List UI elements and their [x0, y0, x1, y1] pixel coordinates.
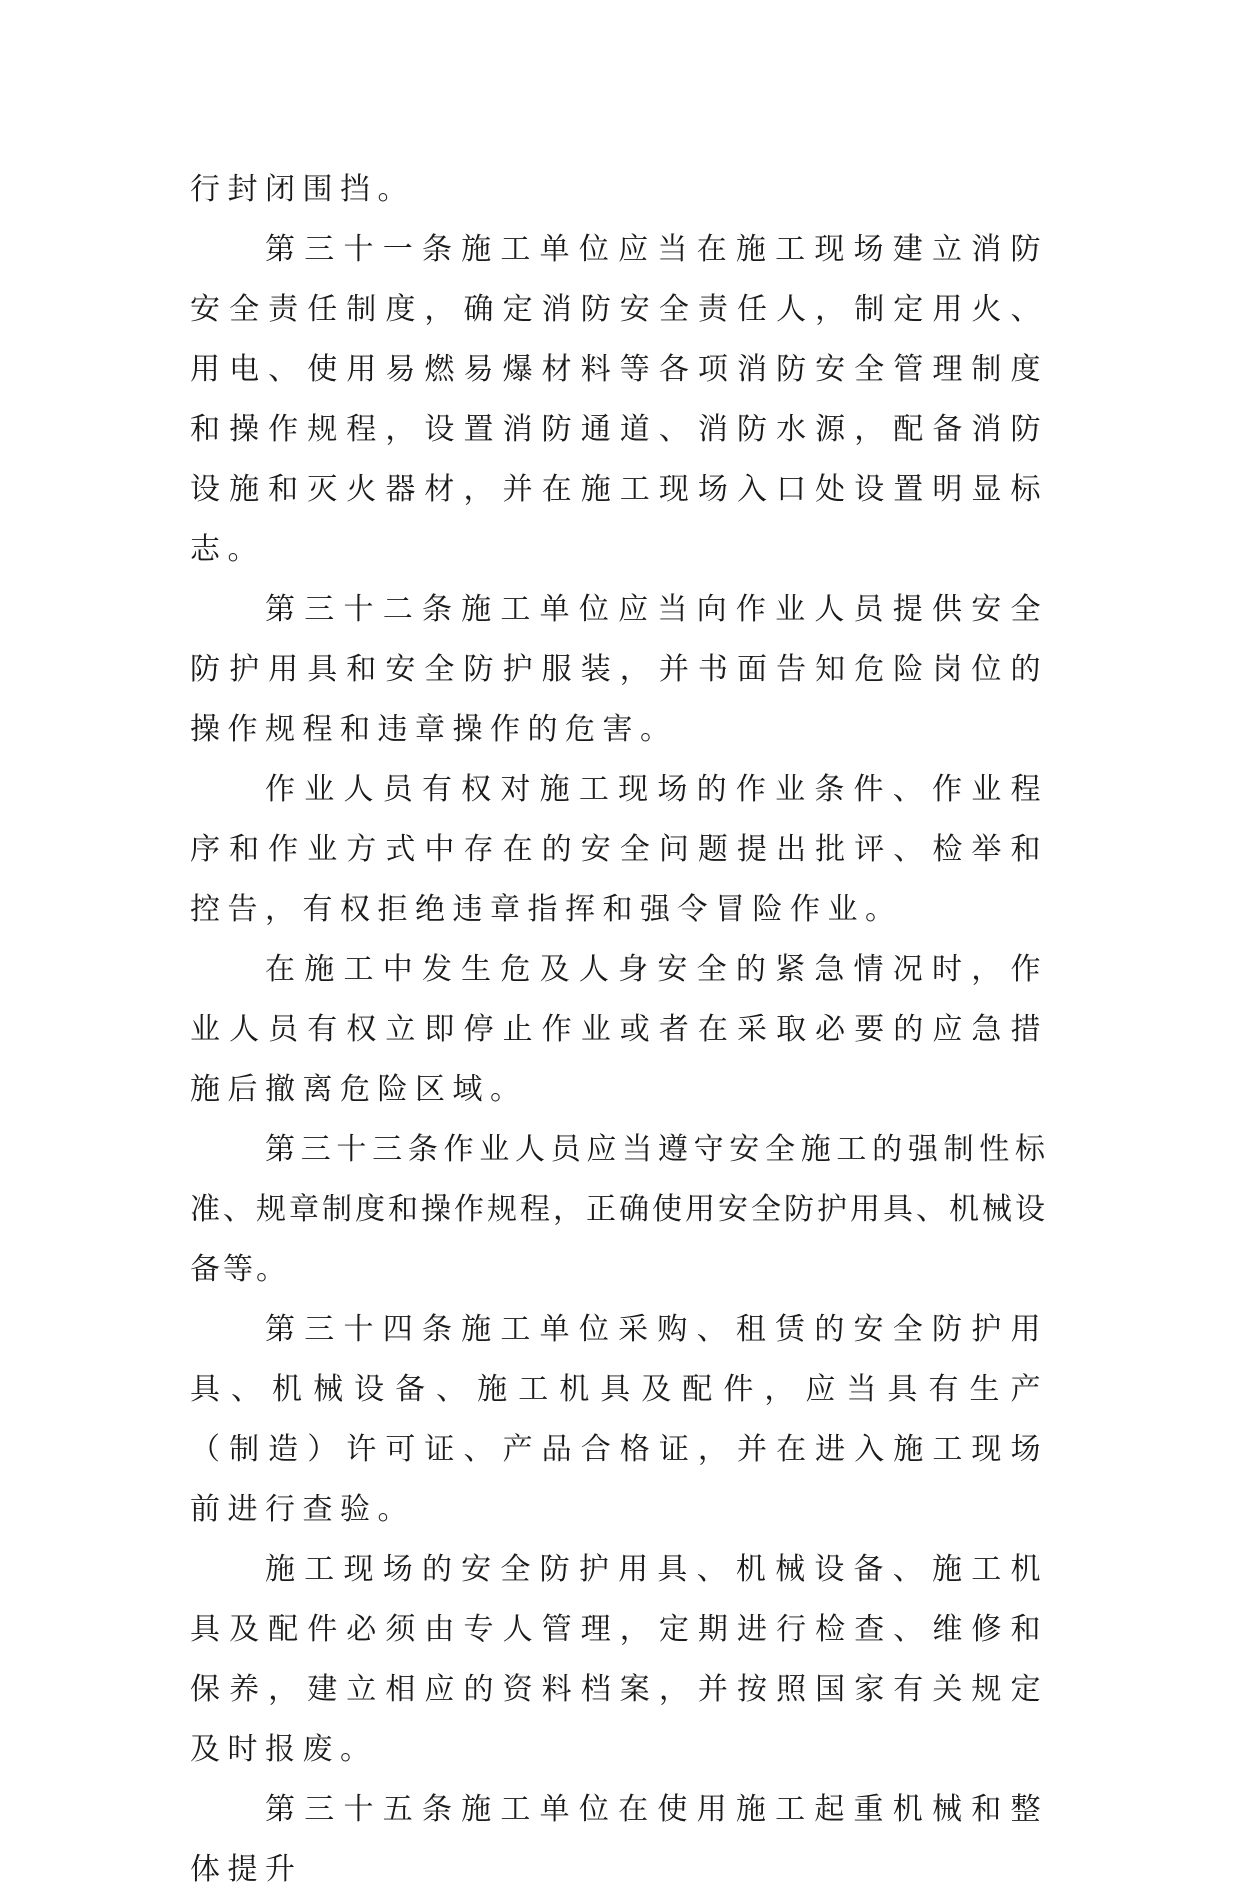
paragraph-article-34: 第三十四条施工单位采购、租赁的安全防护用具、机械设备、施工机具及配件，应当具有生产（制造）许可证、产品合格证，并在进入施工现场前进行查验。: [190, 1312, 1048, 1527]
paragraph-article-33: 第三十三条作业人员应当遵守安全施工的强制性标准、规章制度和操作规程，正确使用安全防护用具、机械设备等。: [190, 1132, 1048, 1287]
paragraph-article-32: 第三十二条施工单位应当向作业人员提供安全防护用具和安全防护服装，并书面告知危险岗位的操作规程和违章操作的危害。: [190, 592, 1048, 747]
paragraph-emergency: 在施工中发生危及人身安全的紧急情况时，作业人员有权立即停止作业或者在采取必要的应急措施后撤离危险区域。: [190, 952, 1048, 1107]
paragraph-worker-rights: 作业人员有权对施工现场的作业条件、作业程序和作业方式中存在的安全问题提出批评、检举和控告，有权拒绝违章指挥和强令冒险作业。: [190, 772, 1048, 927]
paragraph-article-35: 第三十五条施工单位在使用施工起重机械和整体提升: [190, 1792, 1048, 1887]
paragraph-equipment-management: 施工现场的安全防护用具、机械设备、施工机具及配件必须由专人管理，定期进行检查、维修和保养，建立相应的资料档案，并按照国家有关规定及时报废。: [190, 1552, 1048, 1767]
body-text: [190, 160, 1048, 1900]
paragraph-article-31: 第三十一条施工单位应当在施工现场建立消防安全责任制度，确定消防安全责任人，制定用火、用电、使用易燃易爆材料等各项消防安全管理制度和操作规程，设置消防通道、消防水源，配备消防设施和灭火器材，并在施工现场入口处设置明显标志。: [190, 232, 1048, 567]
paragraph-continued: 行封闭围挡。: [190, 172, 415, 207]
